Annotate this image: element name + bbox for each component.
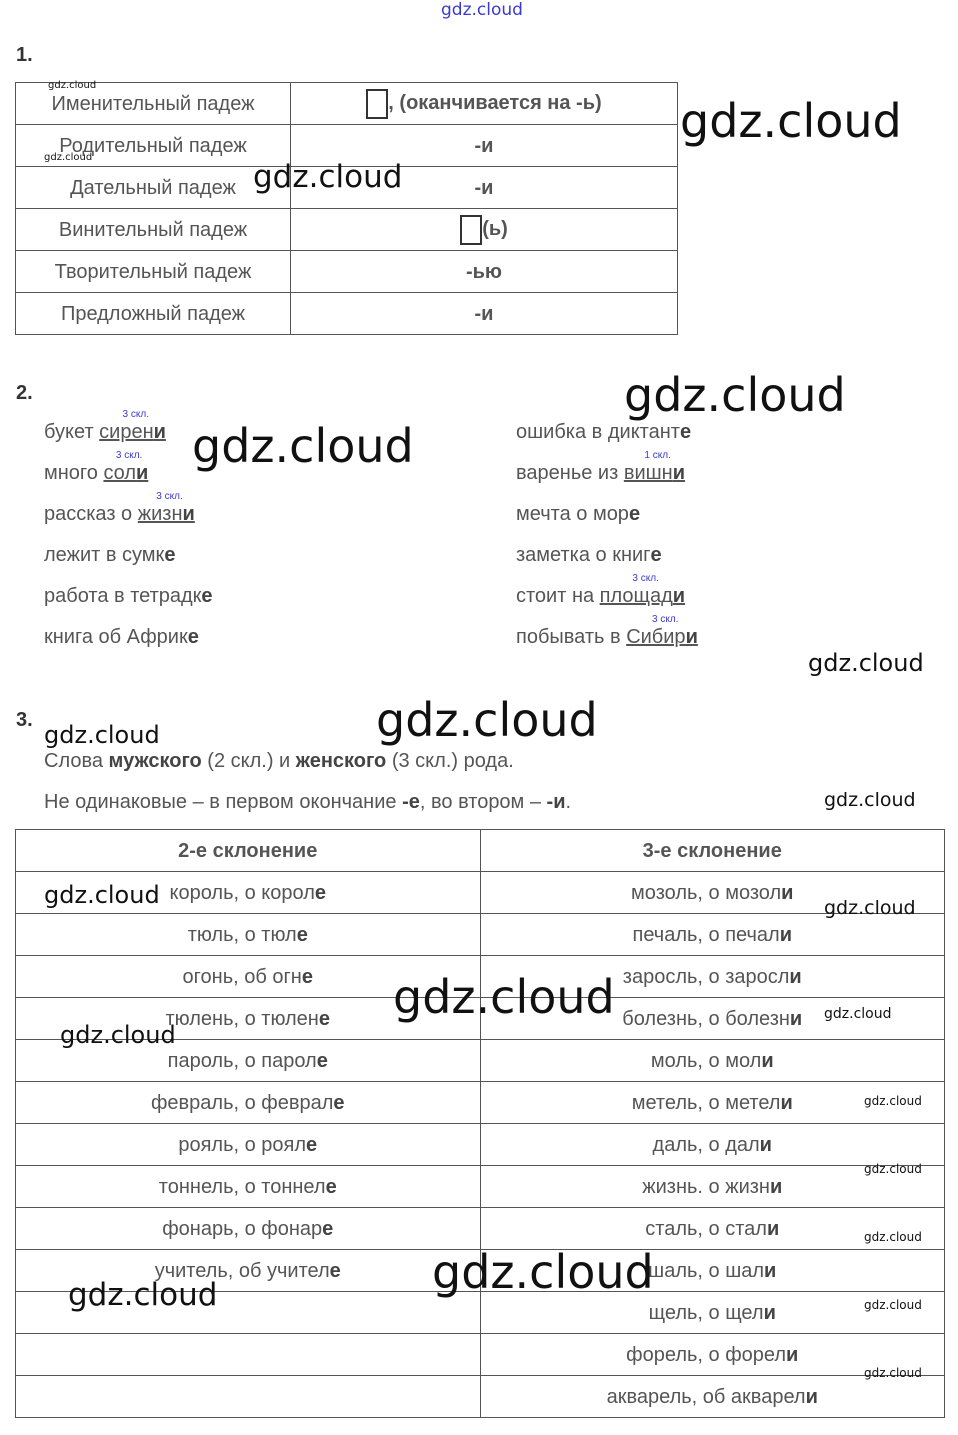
noun: Африке xyxy=(126,626,199,648)
phrase-text: рассказ о xyxy=(44,503,138,525)
noun: площади xyxy=(599,585,686,607)
watermark-top: gdz.cloud xyxy=(441,0,523,20)
noun: жизни xyxy=(137,503,195,525)
third-declension-cell: моль, о моли xyxy=(480,1040,945,1082)
table-row xyxy=(16,914,945,956)
noun: вишни xyxy=(623,462,685,484)
phrase xyxy=(516,626,698,649)
table-row xyxy=(16,1124,945,1166)
noun: книге xyxy=(612,544,662,566)
table-row xyxy=(16,251,678,293)
phrase-text: букет xyxy=(44,421,100,443)
third-declension-cell: шаль, о шали xyxy=(480,1250,945,1292)
third-declension-cell: сталь, о стали xyxy=(480,1208,945,1250)
second-declension-cell: рояль, о рояле xyxy=(16,1124,481,1166)
third-declension-cell: жизнь. о жизни xyxy=(480,1166,945,1208)
table-row xyxy=(16,83,678,125)
ending: е xyxy=(187,626,199,648)
declension-note: 3 скл. xyxy=(115,450,143,461)
ending: и xyxy=(672,462,685,484)
second-declension-cell: фонарь, о фонаре xyxy=(16,1208,481,1250)
watermark: gdz.cloud xyxy=(824,789,916,811)
column-header-2nd-declension: 2-е склонение xyxy=(16,830,481,872)
ending: и xyxy=(136,462,149,484)
watermark: gdz.cloud xyxy=(376,693,598,747)
ending: е xyxy=(201,585,213,607)
second-declension-cell: тоннель, о тоннеле xyxy=(16,1166,481,1208)
phrase xyxy=(44,544,175,567)
watermark: gdz.cloud xyxy=(253,159,403,195)
second-declension-cell: пароль, о пароле xyxy=(16,1040,481,1082)
declension-note: 3 скл. xyxy=(156,491,183,502)
watermark: gdz.cloud xyxy=(624,368,846,422)
case-name: Творительный падеж xyxy=(16,251,291,293)
noun: море xyxy=(592,503,641,525)
third-declension-cell: форель, о форели xyxy=(480,1334,945,1376)
declension-note: 1 скл. xyxy=(644,450,671,461)
table-row xyxy=(16,1082,945,1124)
noun: соли xyxy=(103,462,149,484)
ending: и xyxy=(153,421,166,443)
third-declension-cell: даль, о дали xyxy=(480,1124,945,1166)
ending: е xyxy=(164,544,176,566)
watermark: gdz.cloud xyxy=(393,970,615,1024)
noun: Сибири xyxy=(626,626,698,648)
watermark: gdz.cloud xyxy=(864,1094,922,1108)
watermark: gdz.cloud xyxy=(68,1277,218,1313)
case-name: Винительный падеж xyxy=(16,209,291,251)
phrase xyxy=(516,585,685,608)
empty-ending-box xyxy=(460,215,482,245)
phrase-text: мечта о xyxy=(516,503,593,525)
watermark: gdz.cloud xyxy=(864,1162,922,1176)
watermark: gdz.cloud xyxy=(864,1230,922,1244)
phrase xyxy=(44,421,166,444)
phrase-text: побывать в xyxy=(516,626,627,648)
third-declension-cell: щель, о щели xyxy=(480,1292,945,1334)
watermark: gdz.cloud xyxy=(808,649,924,677)
third-declension-cell: заросль, о заросли xyxy=(480,956,945,998)
watermark: gdz.cloud xyxy=(432,1245,654,1299)
watermark: gdz.cloud xyxy=(48,80,97,91)
noun: диктанте xyxy=(607,421,692,443)
case-name: Предложный падеж xyxy=(16,293,291,335)
case-name: Дательный падеж xyxy=(16,167,291,209)
phrase-text: лежит в xyxy=(44,544,123,566)
phrase xyxy=(516,462,685,485)
watermark: gdz.cloud xyxy=(192,419,414,473)
declension-note: 3 скл. xyxy=(632,573,659,584)
ending: и xyxy=(685,626,698,648)
second-declension-cell: огонь, об огне xyxy=(16,956,481,998)
ending: е xyxy=(628,503,641,525)
second-declension-cell: учитель, об учителе xyxy=(16,1250,481,1292)
second-declension-cell xyxy=(16,1376,481,1418)
declension-table xyxy=(15,829,945,1418)
phrase xyxy=(516,503,640,526)
watermark: gdz.cloud xyxy=(680,94,902,148)
section-1-number: 1. xyxy=(16,44,33,66)
phrase xyxy=(44,626,199,649)
watermark: gdz.cloud xyxy=(60,1021,176,1049)
watermark: gdz.cloud xyxy=(824,897,916,919)
phrase xyxy=(516,544,662,567)
declension-note: 3 скл. xyxy=(652,614,679,625)
table-row xyxy=(16,1334,945,1376)
phrase-text: много xyxy=(44,462,104,484)
table-row xyxy=(16,1166,945,1208)
phrase-text: заметка о xyxy=(516,544,613,566)
watermark: gdz.cloud xyxy=(44,721,160,749)
section-2-number: 2. xyxy=(16,382,33,404)
case-ending: -и xyxy=(291,167,678,209)
case-ending: (ь) xyxy=(291,209,678,251)
phrase-text: варенье из xyxy=(516,462,624,484)
noun: сирени xyxy=(99,421,166,443)
ending: и xyxy=(182,503,195,525)
phrase-text: ошибка в xyxy=(516,421,608,443)
third-declension-cell: акварель, об акварели xyxy=(480,1376,945,1418)
phrase xyxy=(44,503,195,526)
case-ending: -и xyxy=(291,293,678,335)
phrase xyxy=(44,585,213,608)
table-row xyxy=(16,1376,945,1418)
explanation-line-1: Слова мужского (2 скл.) и женского (3 скл.) рода. xyxy=(44,750,514,772)
case-endings-table xyxy=(15,82,678,335)
table-row xyxy=(16,1208,945,1250)
ending: и xyxy=(672,585,686,607)
table-row xyxy=(16,209,678,251)
declension-note: 3 скл. xyxy=(122,409,149,420)
third-declension-cell: метель, о метели xyxy=(480,1082,945,1124)
phrase xyxy=(44,462,148,485)
second-declension-cell: король, о короле xyxy=(16,872,481,914)
case-ending: -ью xyxy=(291,251,678,293)
second-declension-cell: тюль, о тюле xyxy=(16,914,481,956)
phrase-text: книга об xyxy=(44,626,127,648)
section-3-number: 3. xyxy=(16,709,33,731)
second-declension-cell xyxy=(16,1334,481,1376)
ending: е xyxy=(679,421,692,443)
noun: тетрадке xyxy=(130,585,213,607)
case-name: Родительный падеж xyxy=(16,125,291,167)
second-declension-cell: февраль, о феврале xyxy=(16,1082,481,1124)
explanation-line-2: Не одинаковые – в первом окончание -е, во втором – -и. xyxy=(44,791,572,813)
phrase-text: стоит на xyxy=(516,585,600,607)
third-declension-cell: болезнь, о болезни xyxy=(480,998,945,1040)
table-header-row xyxy=(16,830,945,872)
watermark: gdz.cloud xyxy=(864,1366,922,1380)
watermark: gdz.cloud xyxy=(864,1298,922,1312)
phrase xyxy=(516,421,691,444)
watermark: gdz.cloud xyxy=(44,152,93,163)
case-ending: -и xyxy=(291,125,678,167)
case-ending: , (оканчивается на -ь) xyxy=(291,83,678,125)
second-declension-cell: тюлень, о тюлене xyxy=(16,998,481,1040)
case-name: Именительный падеж xyxy=(16,83,291,125)
watermark: gdz.cloud xyxy=(824,1006,892,1022)
phrase-text: работа в xyxy=(44,585,131,607)
empty-ending-box xyxy=(366,89,388,119)
watermark: gdz.cloud xyxy=(44,881,160,909)
column-header-3rd-declension: 3-е склонение xyxy=(480,830,945,872)
noun: сумке xyxy=(122,544,176,566)
third-declension-cell: мозоль, о мозоли xyxy=(480,872,945,914)
ending: е xyxy=(650,544,662,566)
third-declension-cell: печаль, о печали xyxy=(480,914,945,956)
table-row xyxy=(16,293,678,335)
